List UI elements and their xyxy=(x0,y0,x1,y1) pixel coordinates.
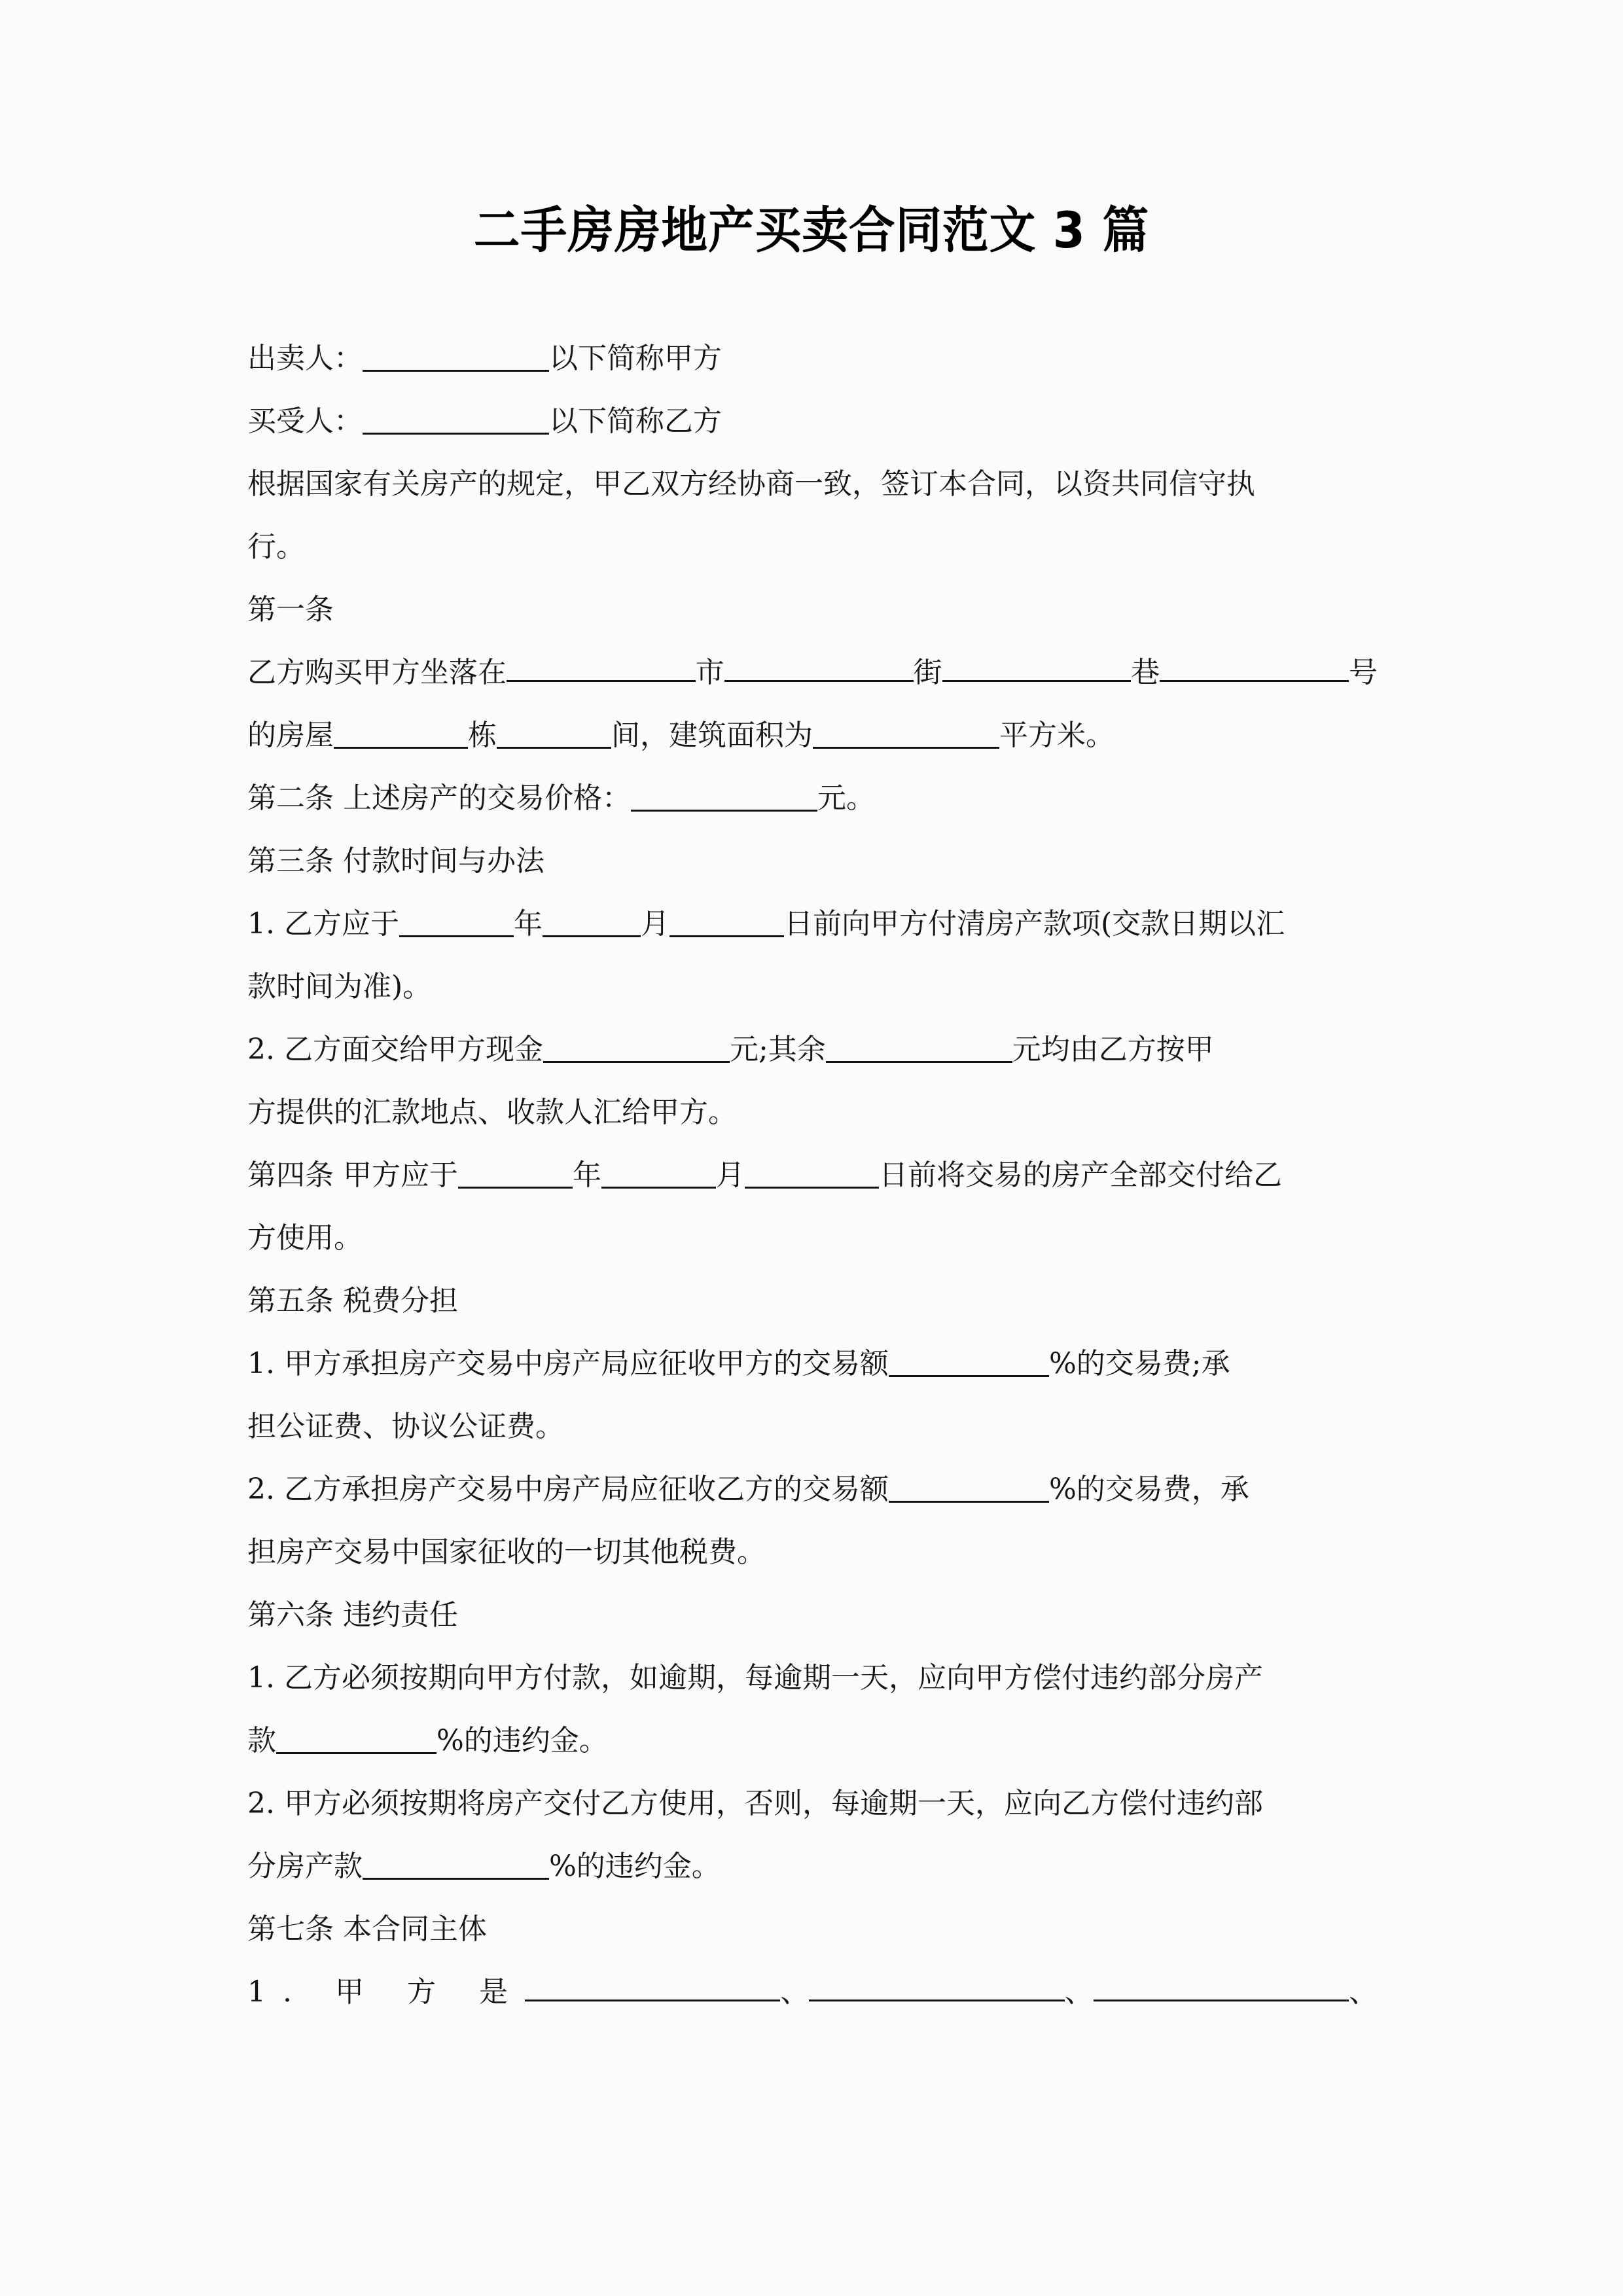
article-1-line-1 xyxy=(247,641,1378,704)
breach-clause-2-cont xyxy=(247,1835,1378,1898)
payment-2-prefix: 2. 乙方面交给甲方现金 xyxy=(247,1033,543,1066)
price-blank[interactable] xyxy=(631,781,817,812)
article-4-line xyxy=(247,1144,1378,1207)
seller-label: 出卖人： xyxy=(247,342,363,375)
breach-clause-2: 2. 甲方必须按期将房产交付乙方使用，否则，每逾期一天，应向乙方偿付违约部 xyxy=(247,1787,1263,1820)
building-unit: 栋 xyxy=(468,719,497,752)
building-blank[interactable] xyxy=(334,718,468,749)
city-blank[interactable] xyxy=(507,651,696,682)
article-6-heading: 第六条 违约责任 xyxy=(247,1598,458,1632)
delivery-year-blank[interactable] xyxy=(458,1158,573,1189)
payment-2-suffix: 元均由乙方按甲 xyxy=(1012,1033,1214,1066)
tax-2-percent-blank[interactable] xyxy=(889,1472,1049,1503)
article-2-heading: 第二条 上述房产的交易价格： xyxy=(247,781,631,815)
subject-1-prefix: 1. 甲 方 是 xyxy=(247,1975,525,2009)
breach-1-prefix: 款 xyxy=(247,1724,276,1757)
payment-clause-2-cont: 方提供的汇款地点、收款人汇给甲方。 xyxy=(247,1096,737,1129)
article-2-line xyxy=(247,767,1378,830)
subject-clause-1 xyxy=(247,1961,1378,2024)
subject-separator-2: 、 xyxy=(1064,1975,1094,2009)
buyer-line xyxy=(247,390,1378,453)
article-4-prefix: 第四条 甲方应于 xyxy=(247,1158,458,1192)
subject-blank-3[interactable] xyxy=(1094,1971,1349,2001)
tax-1-prefix: 1. 甲方承担房产交易中房产局应征收甲方的交易额 xyxy=(247,1347,889,1380)
buyer-label: 买受人： xyxy=(247,404,363,438)
payment-day-blank[interactable] xyxy=(669,906,784,937)
article-4-cont: 方使用。 xyxy=(247,1221,363,1255)
payment-1-prefix: 1. 乙方应于 xyxy=(247,907,399,941)
cash-amount-blank[interactable] xyxy=(543,1032,730,1063)
payment-month-label: 月 xyxy=(640,907,669,941)
document-body xyxy=(247,327,1378,2024)
article-3-heading: 第三条 付款时间与办法 xyxy=(247,844,544,878)
subject-separator-1: 、 xyxy=(780,1975,810,2009)
article-1-text-a: 乙方购买甲方坐落在 xyxy=(247,656,507,689)
subject-separator-3: 、 xyxy=(1348,1975,1378,2009)
article-1-heading: 第一条 xyxy=(247,593,334,626)
breach-1-suffix: %的违约金。 xyxy=(437,1724,608,1757)
article-7-heading: 第七条 本合同主体 xyxy=(247,1912,487,1946)
remainder-amount-blank[interactable] xyxy=(826,1032,1012,1063)
delivery-day-blank[interactable] xyxy=(745,1158,879,1189)
number-blank[interactable] xyxy=(1160,651,1349,682)
subject-blank-2[interactable] xyxy=(809,1971,1064,2001)
tax-clause-2-cont: 担房产交易中国家征收的一切其他税费。 xyxy=(247,1535,766,1569)
tax-2-prefix: 2. 乙方承担房产交易中房产局应征收乙方的交易额 xyxy=(247,1473,889,1506)
payment-year-blank[interactable] xyxy=(399,906,514,937)
breach-2-percent-blank[interactable] xyxy=(363,1849,549,1880)
tax-2-suffix: %的交易费，承 xyxy=(1048,1473,1249,1506)
room-unit: 间，建筑面积为 xyxy=(611,719,813,752)
delivery-month-blank[interactable] xyxy=(601,1158,716,1189)
area-unit: 平方米。 xyxy=(999,719,1115,752)
buyer-suffix: 以下简称乙方 xyxy=(549,404,722,438)
tax-clause-1-cont: 担公证费、协议公证费。 xyxy=(247,1410,564,1443)
price-unit: 元。 xyxy=(817,781,875,815)
payment-1-suffix: 日前向甲方付清房产款项(交款日期以汇 xyxy=(783,907,1285,941)
breach-clause-1-cont xyxy=(247,1710,1378,1772)
subject-blank-1[interactable] xyxy=(525,1971,780,2001)
payment-clause-1-cont: 款时间为准)。 xyxy=(247,970,432,1003)
city-label: 市 xyxy=(695,656,724,689)
lane-blank[interactable] xyxy=(942,651,1132,682)
breach-2-prefix: 分房产款 xyxy=(247,1850,363,1883)
preamble-line-1: 根据国家有关房产的规定，甲乙双方经协商一致，签订本合同，以资共同信守执 xyxy=(247,467,1255,501)
payment-month-blank[interactable] xyxy=(543,906,641,937)
tax-clause-2 xyxy=(247,1458,1378,1521)
tax-clause-1 xyxy=(247,1333,1378,1395)
preamble-line-2: 行。 xyxy=(247,530,305,564)
seller-line xyxy=(247,327,1378,390)
article-1-line-2 xyxy=(247,704,1378,767)
payment-year-label: 年 xyxy=(513,907,543,941)
seller-blank[interactable] xyxy=(363,341,549,372)
page-title: 二手房房地产买卖合同范文 3 篇 xyxy=(473,201,1150,259)
payment-clause-2 xyxy=(247,1018,1378,1081)
tax-1-suffix: %的交易费;承 xyxy=(1048,1347,1230,1380)
breach-2-suffix: %的违约金。 xyxy=(549,1850,721,1883)
payment-2-mid: 元;其余 xyxy=(729,1033,826,1066)
street-blank[interactable] xyxy=(724,651,914,682)
delivery-year-label: 年 xyxy=(573,1158,601,1192)
breach-clause-1: 1. 乙方必须按期向甲方付款，如逾期，每逾期一天，应向甲方偿付违约部分房产 xyxy=(247,1661,1263,1695)
article-5-heading: 第五条 税费分担 xyxy=(247,1284,458,1318)
lane-label: 巷 xyxy=(1131,656,1160,689)
tax-1-percent-blank[interactable] xyxy=(889,1346,1049,1377)
area-blank[interactable] xyxy=(813,718,999,749)
article-4-suffix: 日前将交易的房产全部交付给乙 xyxy=(879,1158,1282,1192)
house-label: 的房屋 xyxy=(247,719,334,752)
street-label: 街 xyxy=(913,656,942,689)
seller-suffix: 以下简称甲方 xyxy=(549,342,722,375)
number-label: 号 xyxy=(1349,656,1378,689)
delivery-month-label: 月 xyxy=(716,1158,745,1192)
breach-1-percent-blank[interactable] xyxy=(276,1723,437,1754)
buyer-blank[interactable] xyxy=(363,404,549,435)
payment-clause-1 xyxy=(247,893,1378,956)
room-blank[interactable] xyxy=(497,718,611,749)
